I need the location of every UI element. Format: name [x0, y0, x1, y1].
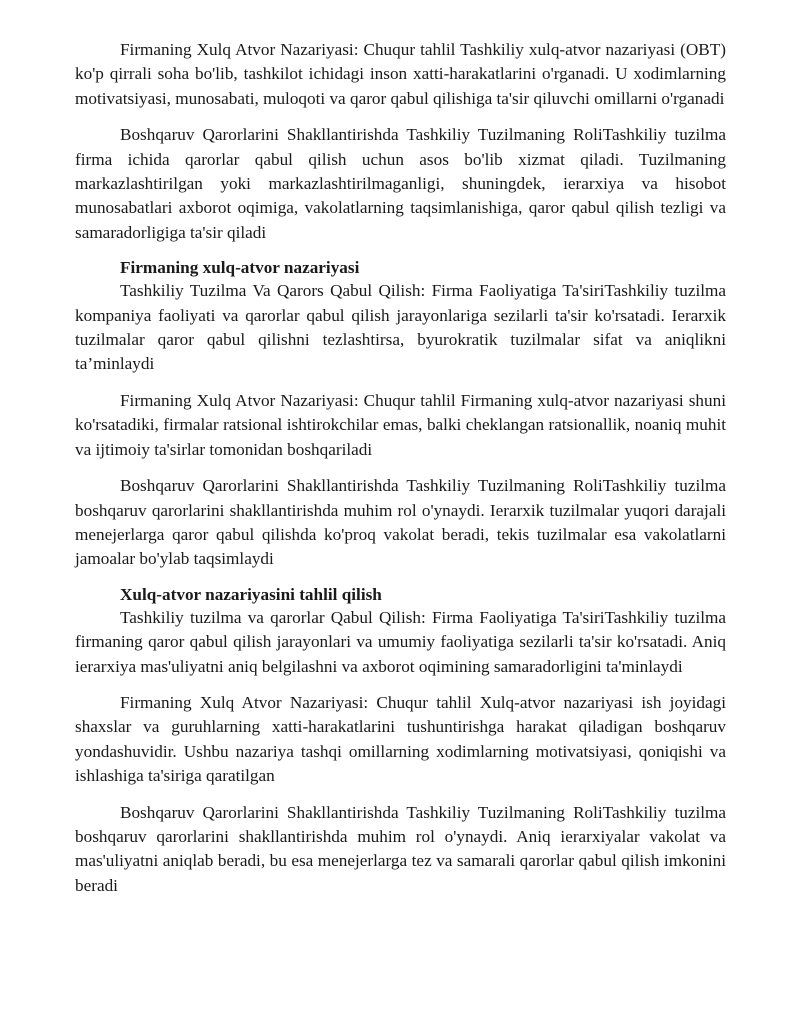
paragraph-1: Firmaning Xulq Atvor Nazariyasi: Chuqur tahlil Tashkiliy xulq-atvor nazariyasi (OBT) ko'p qirrali soha bo'lib, tashkilot ichidagi inson xatti-harakatlarini o'rganadi. U xodimlarning motivatsiyasi, munosabati, muloqoti va qaror qabul qilishiga ta'sir qiluvchi omillarni o'rganadi: [75, 40, 726, 108]
paragraph-4: Firmaning Xulq Atvor Nazariyasi: Chuqur tahlil Firmaning xulq-atvor nazariyasi shuni ko'rsatadiki, firmalar ratsional ishtirokchilar emas, balki cheklangan ratsionallik, noaniq muhit va ijtimoiy ta'sirlar tomonidan boshqariladi: [75, 390, 726, 459]
paragraph-5: Boshqaruv Qarorlarini Shakllantirishda Tashkiliy Tuzilmaning RoliTashkiliy tuzilma boshqaruv qarorlarini shakllantirishda muhim rol o'ynaydi. Ierarxik tuzilmalar yuqori darajali menejerlarga qaror qabul qilishda ko'proq vakolat beradi, tekis tuzilmalar esa vakolatlarni jamoalar bo'ylab taqsimlaydi: [75, 476, 726, 569]
paragraph-8: Boshqaruv Qarorlarini Shakllantirishda Tashkiliy Tuzilmaning RoliTashkiliy tuzilma boshqaruv qarorlarini shakllantirishda muhim rol o'ynaydi. Aniq ierarxiyalar vakolat va mas'uliyatni aniqlab beradi, bu esa menejerlarga tez va samarali qarorlar qabul qilish imkonini beradi: [75, 802, 726, 895]
section-heading-1: Firmaning xulq-atvor nazariyasi: [120, 258, 360, 278]
paragraph-6: Tashkiliy tuzilma va qarorlar Qabul Qilish: Firma Faoliyatiga Ta'siriTashkiliy tuzilma firmaning qaror qabul qilish jarayonlari va umumiy faoliyatiga sezilarli ta'sir ko'rsatadi. Aniq ierarxiya mas'uliyatni aniq belgilashni va axborot oqimining samaradorligini ta'minlaydi: [75, 607, 726, 676]
paragraph-2: Boshqaruv Qarorlarini Shakllantirishda Tashkiliy Tuzilmaning RoliTashkiliy tuzilma firma ichida qarorlar qabul qilish uchun asos bo'lib xizmat qiladi. Tuzilmaning markazlashtirilgan yoki markazlashtirilmaganligi, shuningdek, ierarxiya va hisobot munosabatlari axborot oqimiga, vakolatlarning taqsimlanishiga, qaror qabul qilish tezligi va samaradorligiga ta'sir qiladi: [75, 125, 726, 242]
paragraph-3: Tashkiliy Tuzilma Va Qarors Qabul Qilish: Firma Faoliyatiga Ta'siriTashkiliy tuzilma kompaniya faoliyati va qarorlar qabul qilish jarayonlariga sezilarli ta'sir ko'rsatadi. Ierarxik tuzilmalar qaror qabul qilishni tezlashtirsa, byurokratik tuzilmalar sifat va aniqlikni ta’minlaydi: [75, 281, 726, 374]
document-page: [75, 38, 726, 910]
paragraph-7: Firmaning Xulq Atvor Nazariyasi: Chuqur tahlil Xulq-atvor nazariyasi ish joyidagi shaxslar va guruhlarning xatti-harakatlarini tushuntirishga harakat qiladigan boshqaruv yondashuvidir. Ushbu nazariya tashqi omillarning xodimlarning motivatsiyasi, qoniqishi va ishlashiga ta'siriga qaratilgan: [75, 692, 726, 786]
section-heading-2: Xulq-atvor nazariyasini tahlil qilish: [120, 584, 382, 604]
